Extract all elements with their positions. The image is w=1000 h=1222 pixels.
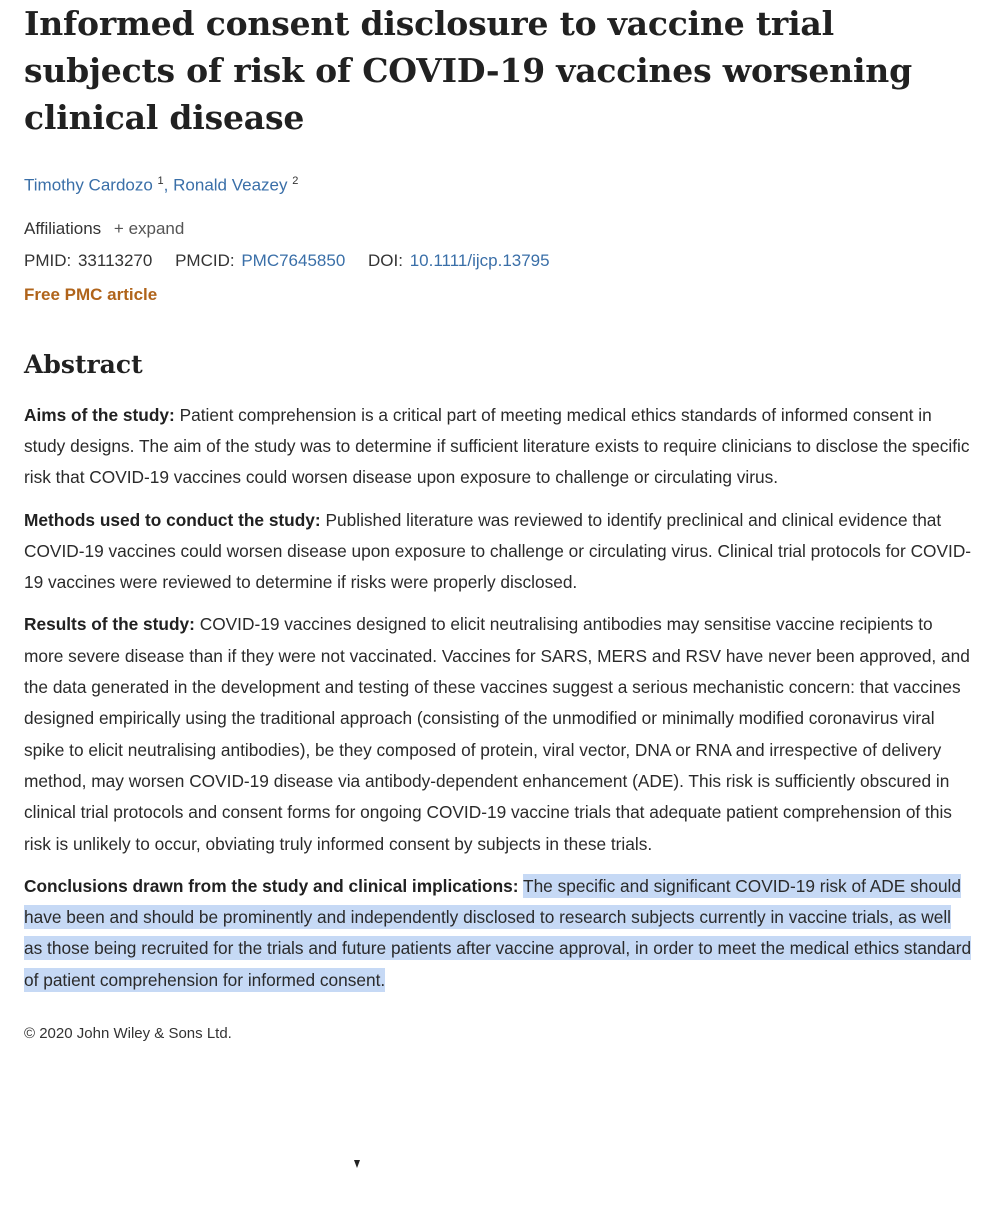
author-link-veazey[interactable]: Ronald Veazey [173,175,288,195]
author-affiliation-number[interactable]: 1 [157,175,164,187]
pmcid-label: PMCID: [175,250,235,270]
doi-label: DOI: [368,250,403,270]
selected-text-highlight[interactable]: The specific and significant COVID-19 risk of ADE should have been and should be prominently and independently disclosed to research subjects currently in vaccine trials, as well as those being recruited for the trials and future patients after vaccine approval, in order to meet the medical ethics standard of patient comprehension for informed consent. [24,875,972,990]
pmid-group [24,251,157,270]
free-pmc-article-badge[interactable]: Free PMC article [24,284,158,304]
text-cursor-icon [354,1160,360,1168]
section-text: Patient comprehension is a critical part of meeting medical ethics standards of informed consent in study designs. The aim of the study was to determine if sufficient literature exists to require clinicians to disclose the specific risk that COVID-19 vaccines could worsen disease upon exposure to challenge or circulating virus. [24,404,970,488]
pmcid-group [175,251,350,270]
article-title: Informed consent disclosure to vaccine trial subjects of risk of COVID-19 vaccines worsening clinical disease [24,4,912,137]
section-label: Aims of the study: [24,404,175,425]
identifier-row [24,250,974,272]
pmid-value: 33113270 [77,250,153,270]
author-separator: , [163,175,169,195]
pmcid-link[interactable]: PMC7645850 [241,250,346,270]
pmid-label: PMID: [24,250,72,270]
affiliations-label: Affiliations [24,218,102,238]
author-list [24,169,974,198]
abstract-section-conclusions [24,871,974,996]
doi-group [368,251,550,270]
section-label: Methods used to conduct the study: [24,509,321,530]
doi-link[interactable]: 10.1111/ijcp.13795 [409,250,550,270]
section-label: Conclusions drawn from the study and clinical implications: [24,875,519,896]
copyright-notice: © 2020 John Wiley & Sons Ltd. [24,1025,232,1042]
section-text: Published literature was reviewed to identify preclinical and clinical evidence that COVID-19 vaccines could worsen disease upon exposure to challenge or circulating virus. Clinical trial protocols for COVID-19 vaccines were reviewed to determine if risks were properly disclosed. [24,509,972,593]
author-link-cardozo[interactable]: Timothy Cardozo [24,175,153,195]
author-affiliation-number[interactable]: 2 [292,175,299,187]
abstract-heading: Abstract [24,349,143,379]
expand-affiliations-button[interactable]: + expand [113,218,185,238]
abstract-section-results [24,609,974,859]
section-label: Results of the study: [24,614,195,635]
abstract-section-methods [24,505,974,599]
article-page [24,0,974,1044]
affiliations-row [24,218,974,240]
abstract-section-aims [24,400,974,494]
section-text: COVID-19 vaccines designed to elicit neutralising antibodies may sensitise vaccine recipients to more severe disease than if they were not vaccinated. Vaccines for SARS, MERS and RSV have never been approved, and the data generated in the development and testing of these vaccines suggest a serious mechanistic concern: that vaccines designed empirically using the traditional approach (consisting of the unmodified or minimally modified coronavirus viral spike to elicit neutralising antibodies), be they composed of protein, viral vector, DNA or RNA and irrespective of delivery method, may worsen COVID-19 disease via antibody-dependent enhancement (ADE). This risk is sufficiently obscured in clinical trial protocols and consent forms for ongoing COVID-19 vaccine trials that adequate patient comprehension of this risk is unlikely to occur, obviating truly informed consent by subjects in these trials. [24,614,970,854]
